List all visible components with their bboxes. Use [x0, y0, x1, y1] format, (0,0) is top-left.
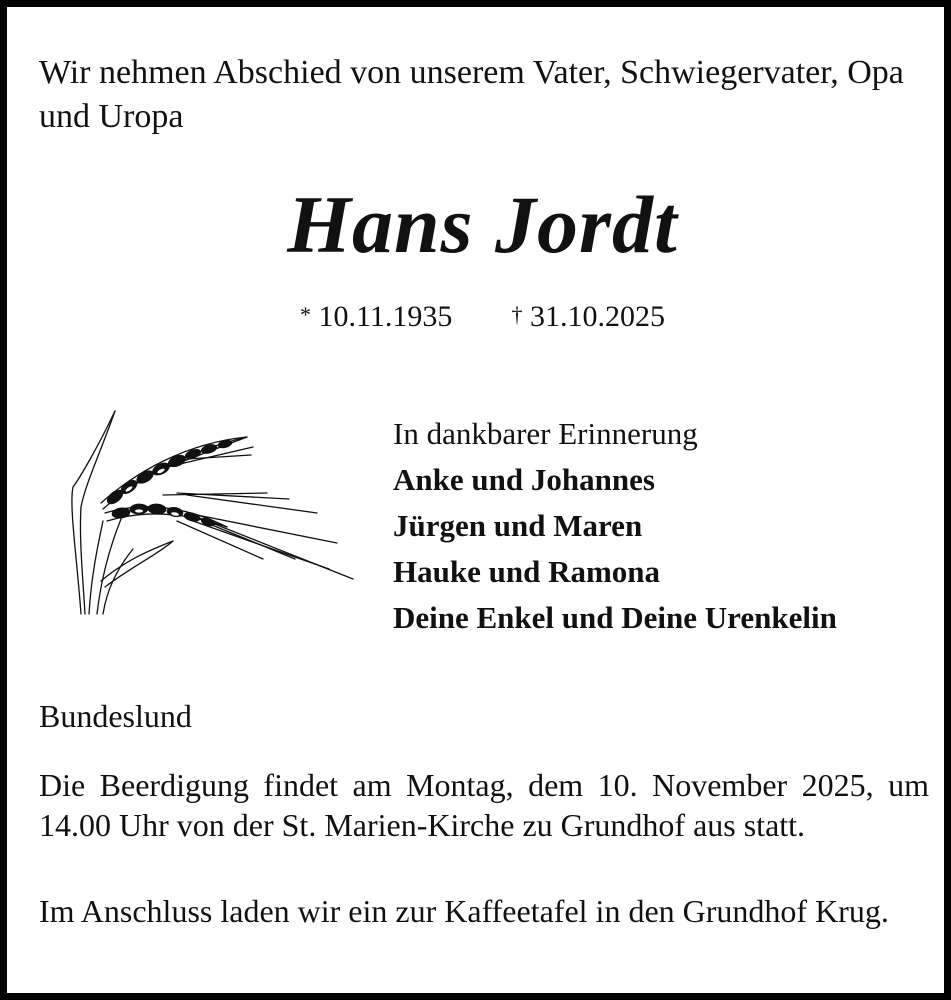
death-symbol: † [511, 302, 523, 327]
gratitude-line: In dankbarer Erinnerung [393, 416, 698, 451]
wheat-ears-icon [67, 409, 357, 624]
funeral-notice: Die Beerdigung findet am Montag, dem 10. November 2025, um 14.00 Uhr von der St. Marien-Kirche zu Grundhof aus statt. [39, 767, 929, 843]
birth-symbol: * [300, 302, 312, 327]
mourner-line: Deine Enkel und Deine Urenkelin [393, 600, 837, 635]
mourner-line: Hauke und Ramona [393, 554, 661, 589]
death-date: 31.10.2025 [529, 300, 665, 333]
intro-text: Wir nehmen Abschied von unserem Vater, Schwiegervater, Opa und Uropa [39, 54, 904, 135]
mourner-line: Anke und Johannes [393, 462, 655, 497]
mourner-line: Jürgen und Maren [393, 508, 643, 543]
deceased-name: Hans Jordt [287, 179, 678, 270]
life-dates [7, 297, 951, 337]
place-name: Bundeslund [39, 698, 192, 734]
mourners-block [393, 411, 933, 641]
reception-notice: Im Anschluss laden wir ein zur Kaffeetafel in den Grundhof Krug. [39, 893, 889, 929]
birth-date: 10.11.1935 [318, 300, 453, 333]
